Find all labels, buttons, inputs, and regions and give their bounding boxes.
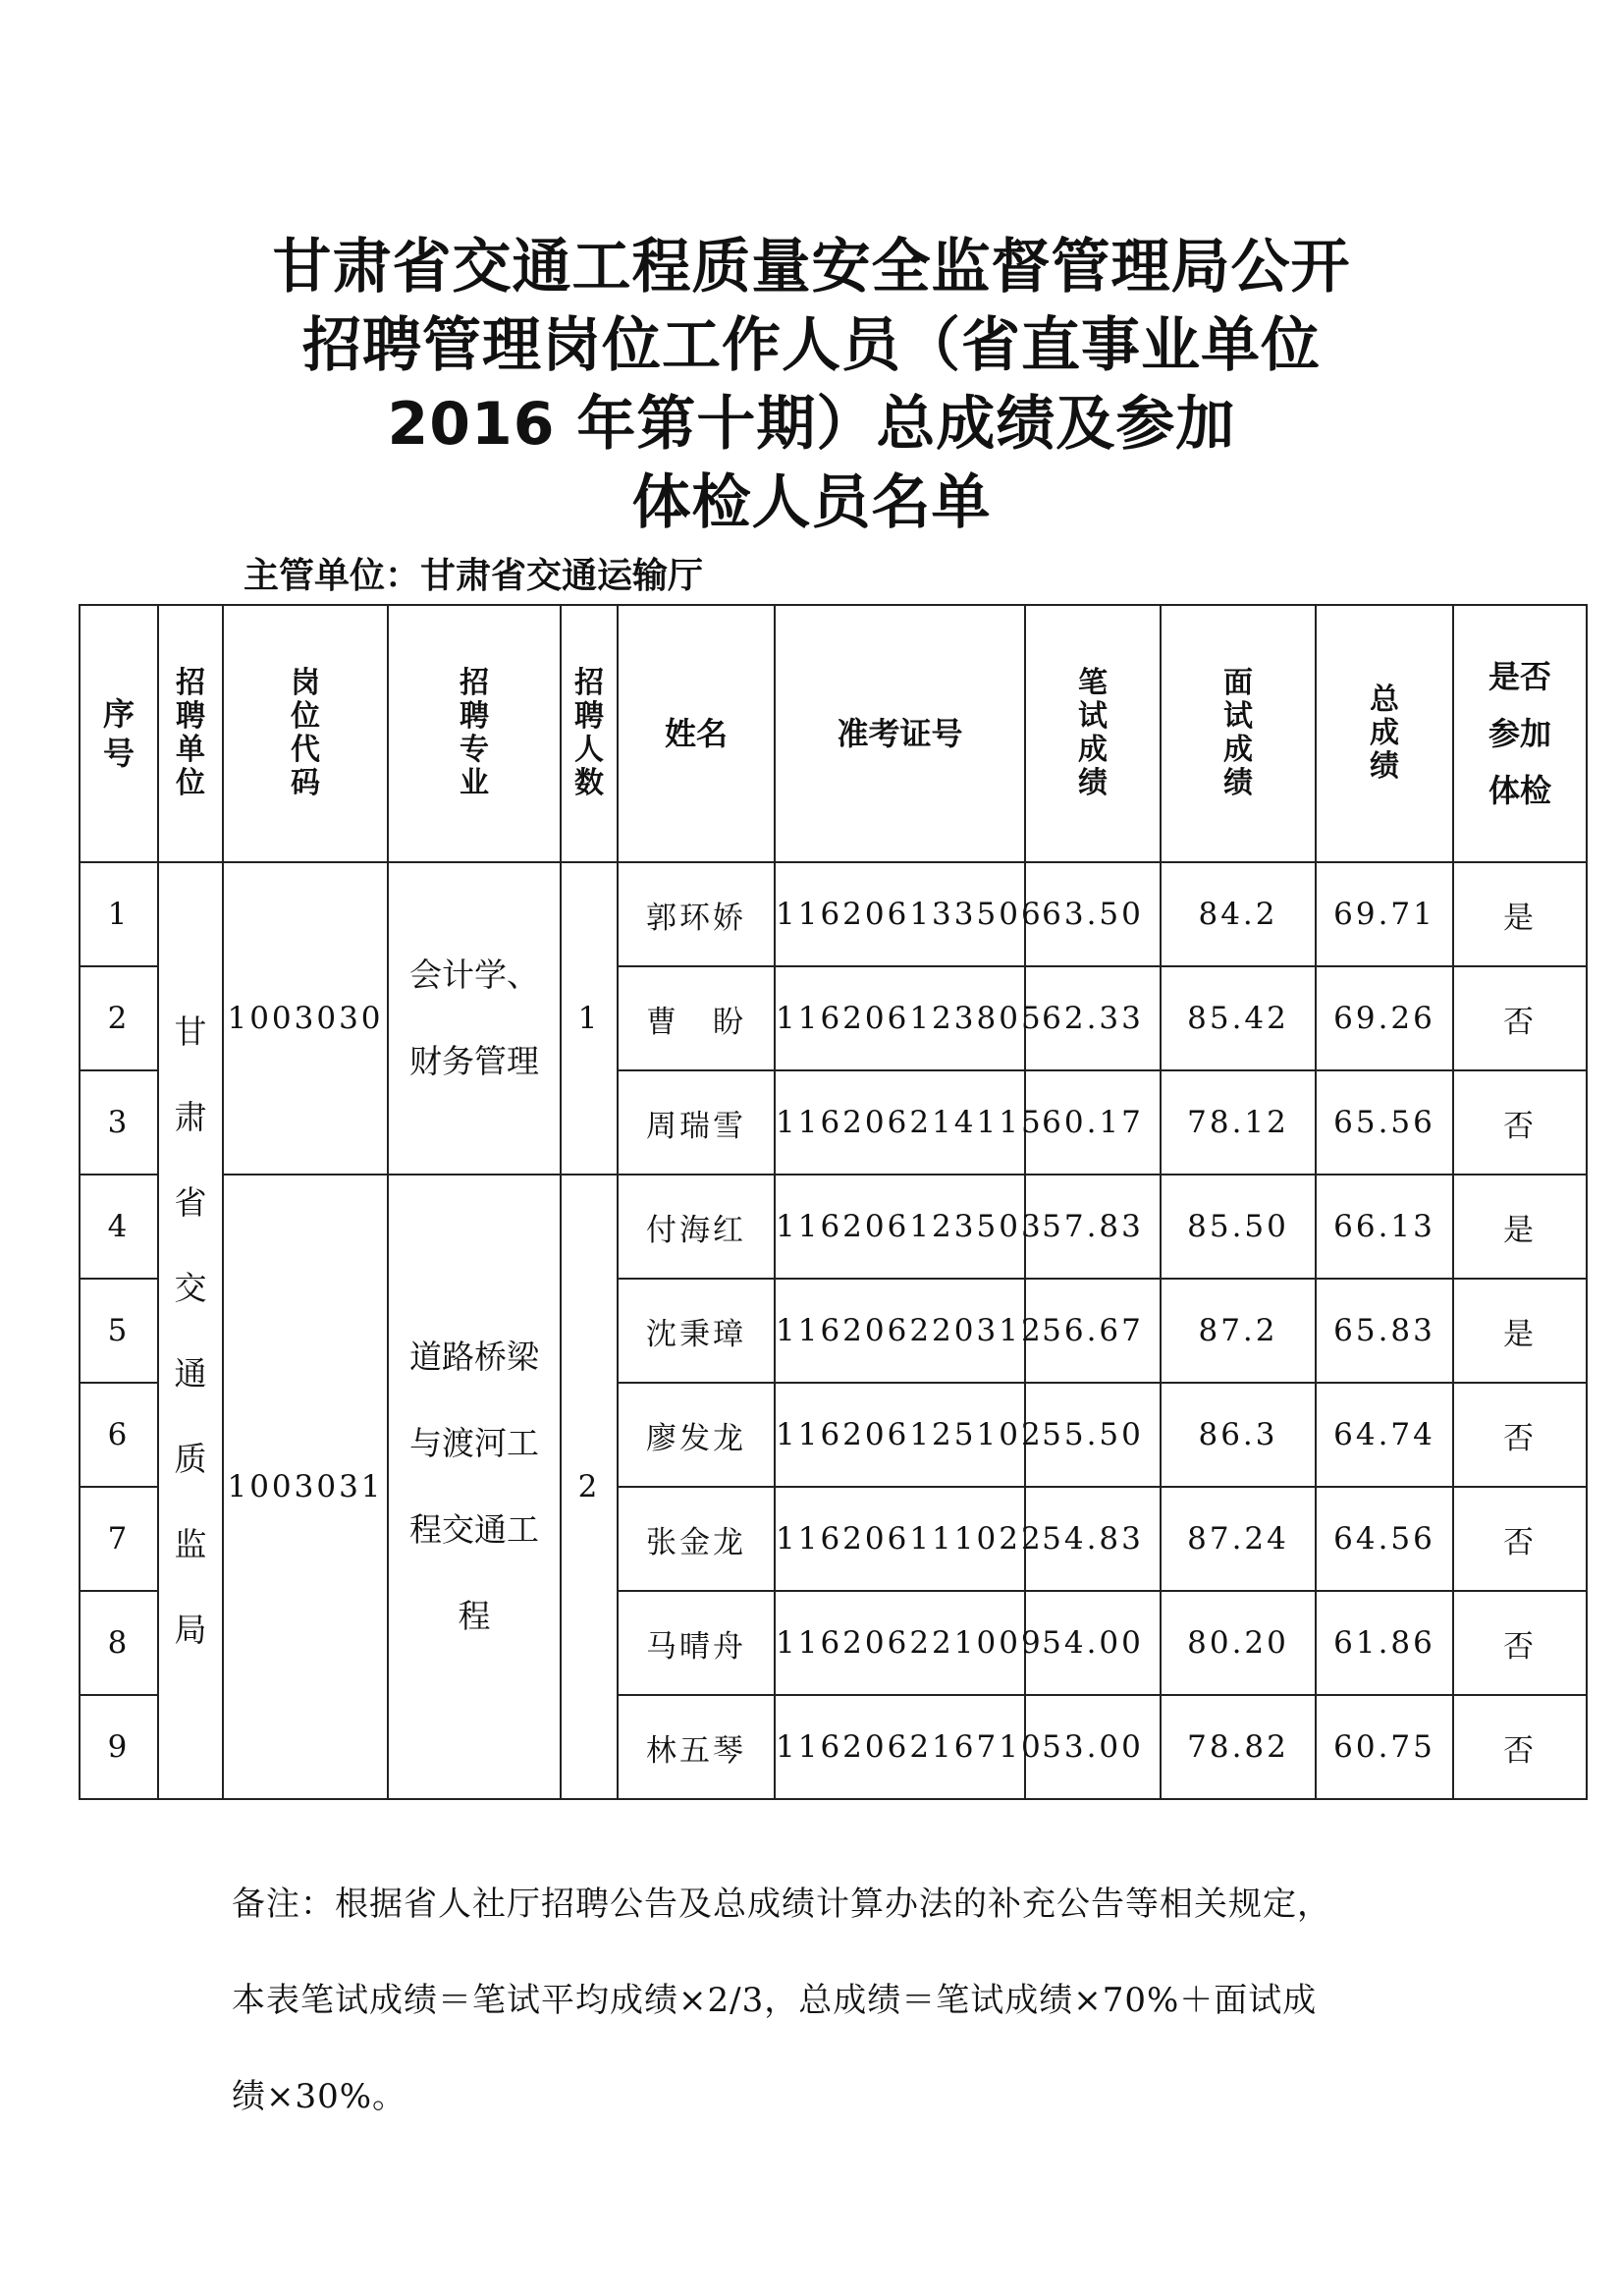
header-total: 总成绩	[1316, 605, 1453, 862]
header-written: 笔试成绩	[1025, 605, 1161, 862]
cell-seq: 2	[80, 966, 158, 1070]
cell-seq: 1	[80, 862, 158, 966]
cell-name: 马晴舟	[618, 1591, 775, 1695]
cell-interview: 87.24	[1161, 1487, 1316, 1591]
cell-written: 54.00	[1025, 1591, 1161, 1695]
cell-exam-no: 116206214115	[775, 1070, 1025, 1175]
cell-name: 张金龙	[618, 1487, 775, 1591]
cell-written: 56.67	[1025, 1279, 1161, 1383]
cell-exam-no: 116206133506	[775, 862, 1025, 966]
cell-major: 道路桥梁与渡河工程交通工程	[388, 1175, 561, 1799]
cell-seq: 4	[80, 1175, 158, 1279]
cell-major: 会计学、财务管理	[388, 862, 561, 1175]
cell-total: 60.75	[1316, 1695, 1453, 1799]
cell-interview: 85.42	[1161, 966, 1316, 1070]
cell-physical: 否	[1453, 1591, 1587, 1695]
cell-physical: 否	[1453, 1487, 1587, 1591]
cell-exam-no: 116206220312	[775, 1279, 1025, 1383]
cell-physical: 是	[1453, 1175, 1587, 1279]
cell-seq: 8	[80, 1591, 158, 1695]
footnote-line: 绩×30%。	[232, 2077, 407, 2116]
cell-physical: 否	[1453, 1383, 1587, 1487]
table-header-row	[80, 605, 1587, 862]
results-table	[79, 604, 1588, 1800]
cell-exam-no: 116206216710	[775, 1695, 1025, 1799]
cell-written: 63.50	[1025, 862, 1161, 966]
cell-written: 55.50	[1025, 1383, 1161, 1487]
cell-total: 65.83	[1316, 1279, 1453, 1383]
cell-exam-no: 116206221009	[775, 1591, 1025, 1695]
cell-total: 65.56	[1316, 1070, 1453, 1175]
header-interview: 面试成绩	[1161, 605, 1316, 862]
cell-written: 54.83	[1025, 1487, 1161, 1591]
cell-total: 61.86	[1316, 1591, 1453, 1695]
header-count: 招聘人数	[561, 605, 618, 862]
title-line: 体检人员名单	[631, 468, 992, 537]
cell-total: 64.74	[1316, 1383, 1453, 1487]
cell-total: 66.13	[1316, 1175, 1453, 1279]
table-row	[80, 1175, 1587, 1279]
cell-interview: 87.2	[1161, 1279, 1316, 1383]
cell-seq: 3	[80, 1070, 158, 1175]
cell-exam-no: 116206123503	[775, 1175, 1025, 1279]
header-name: 姓名	[618, 605, 775, 862]
cell-exam-no: 116206125102	[775, 1383, 1025, 1487]
cell-unit: 甘肃省交通质监局	[158, 862, 223, 1799]
footnote-line: 备注：根据省人社厅招聘公告及总成绩计算办法的补充公告等相关规定，	[232, 1885, 1331, 1924]
cell-interview: 78.12	[1161, 1070, 1316, 1175]
cell-count: 2	[561, 1175, 618, 1799]
cell-code: 1003030	[223, 862, 388, 1175]
document-title	[0, 228, 1623, 542]
header-physical: 是否参加体检	[1453, 605, 1587, 862]
cell-code: 1003031	[223, 1175, 388, 1799]
header-exam-no: 准考证号	[775, 605, 1025, 862]
cell-seq: 9	[80, 1695, 158, 1799]
cell-interview: 80.20	[1161, 1591, 1316, 1695]
cell-name: 廖发龙	[618, 1383, 775, 1487]
cell-written: 57.83	[1025, 1175, 1161, 1279]
cell-physical: 否	[1453, 1695, 1587, 1799]
header-major: 招聘专业	[388, 605, 561, 862]
cell-exam-no: 116206123805	[775, 966, 1025, 1070]
header-seq: 序号	[80, 605, 158, 862]
cell-interview: 78.82	[1161, 1695, 1316, 1799]
cell-interview: 85.50	[1161, 1175, 1316, 1279]
header-unit: 招聘单位	[158, 605, 223, 862]
cell-written: 53.00	[1025, 1695, 1161, 1799]
cell-interview: 84.2	[1161, 862, 1316, 966]
cell-count: 1	[561, 862, 618, 1175]
cell-name: 沈秉璋	[618, 1279, 775, 1383]
cell-name: 郭环娇	[618, 862, 775, 966]
cell-written: 60.17	[1025, 1070, 1161, 1175]
cell-physical: 是	[1453, 862, 1587, 966]
title-line: 2016 年第十期）总成绩及参加	[387, 390, 1236, 459]
cell-total: 69.26	[1316, 966, 1453, 1070]
cell-name: 付海红	[618, 1175, 775, 1279]
footnote-line: 本表笔试成绩＝笔试平均成绩×2/3，总成绩＝笔试成绩×70%＋面试成	[232, 1981, 1318, 2020]
header-code: 岗位代码	[223, 605, 388, 862]
cell-name: 曹 盼	[618, 966, 775, 1070]
title-line: 甘肃省交通工程质量安全监督管理局公开	[272, 233, 1351, 301]
footnote	[232, 1856, 1469, 2145]
cell-seq: 5	[80, 1279, 158, 1383]
cell-physical: 否	[1453, 1070, 1587, 1175]
supervisor-label: 主管单位：甘肃省交通运输厅	[243, 556, 704, 596]
cell-written: 62.33	[1025, 966, 1161, 1070]
cell-seq: 7	[80, 1487, 158, 1591]
cell-name: 周瑞雪	[618, 1070, 775, 1175]
table-row	[80, 862, 1587, 966]
cell-total: 64.56	[1316, 1487, 1453, 1591]
cell-total: 69.71	[1316, 862, 1453, 966]
cell-seq: 6	[80, 1383, 158, 1487]
cell-physical: 否	[1453, 966, 1587, 1070]
cell-name: 林五琴	[618, 1695, 775, 1799]
cell-interview: 86.3	[1161, 1383, 1316, 1487]
cell-exam-no: 116206111022	[775, 1487, 1025, 1591]
title-line: 招聘管理岗位工作人员（省直事业单位	[302, 311, 1321, 380]
cell-physical: 是	[1453, 1279, 1587, 1383]
